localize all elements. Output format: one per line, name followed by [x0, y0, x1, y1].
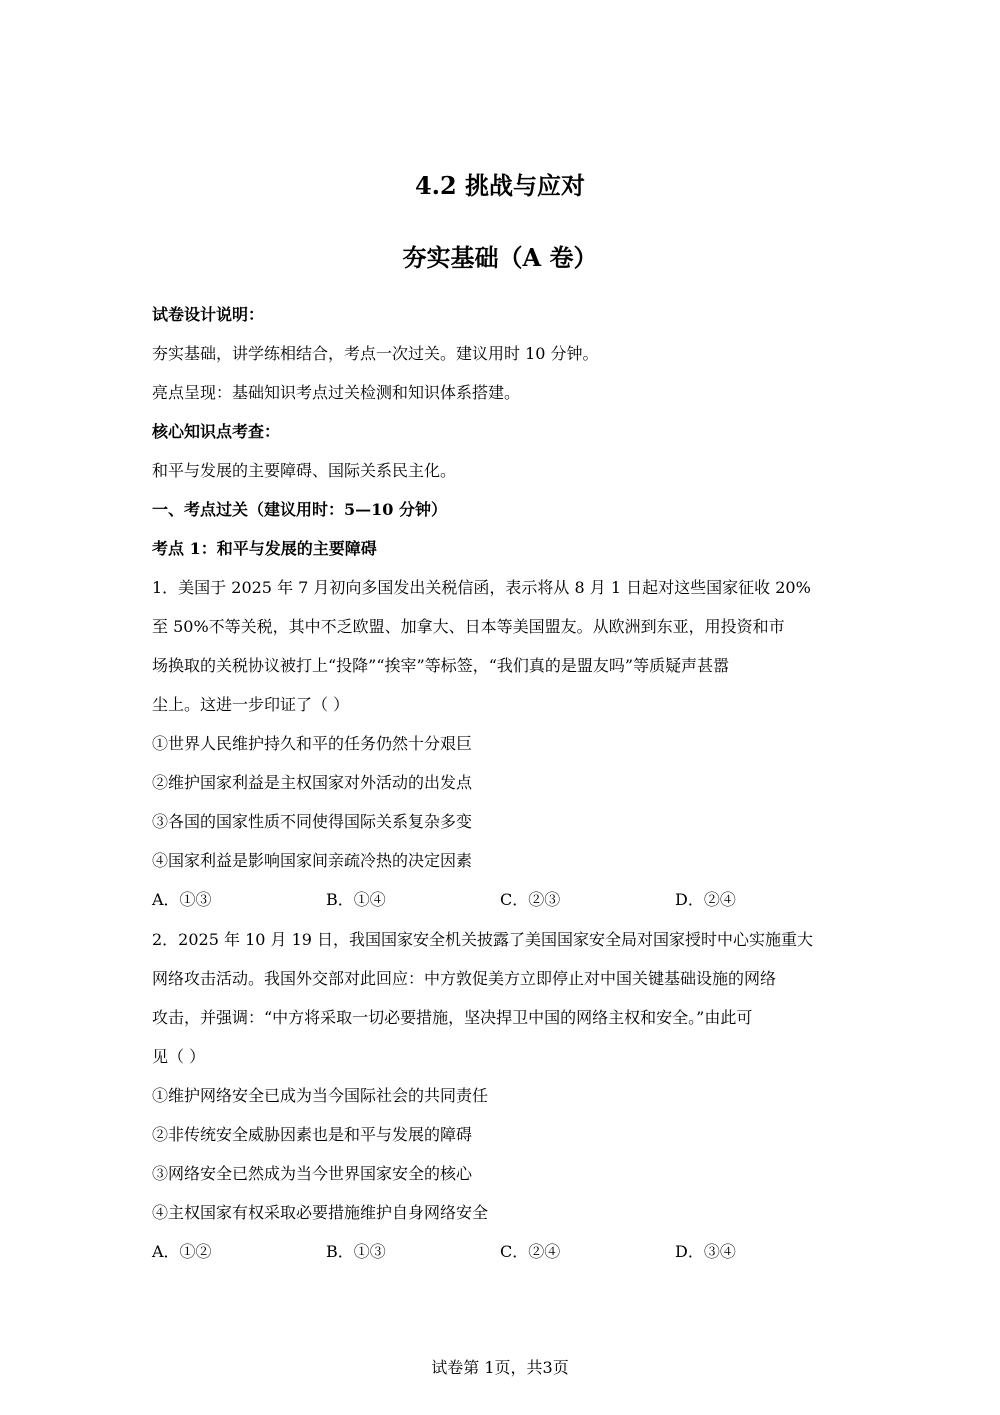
option-d: D．③④ — [675, 1242, 736, 1261]
option-d: D．②④ — [675, 890, 736, 909]
question-2-item: ③网络安全已然成为当今世界国家安全的核心 — [152, 1164, 473, 1183]
question-2-stem-line: 网络攻击活动。我国外交部对此回应：中方敦促美方立即停止对中国关键基础设施的网络 — [152, 969, 777, 988]
option-b: B．①④ — [326, 890, 386, 909]
design-line-2: 亮点呈现：基础知识考点过关检测和知识体系搭建。 — [152, 383, 521, 402]
option-b: B．①③ — [326, 1242, 386, 1261]
question-2-stem-line: 见（ ） — [152, 1047, 206, 1066]
question-1-item: ③各国的国家性质不同使得国际关系复杂多变 — [152, 812, 473, 831]
question-1-item: ①世界人民维护持久和平的任务仍然十分艰巨 — [152, 734, 473, 753]
option-a: A．①③ — [152, 890, 212, 909]
question-1-stem-line: 尘上。这进一步印证了（ ） — [152, 695, 350, 714]
question-2-stem-line: 2．2025 年 10 月 19 日，我国国家安全机关披露了美国国家安全局对国家授时中心实施重大 — [152, 930, 814, 949]
core-heading: 核心知识点考查： — [152, 422, 281, 441]
question-1-item: ②维护国家利益是主权国家对外活动的出发点 — [152, 773, 473, 792]
design-line-1: 夯实基础，讲学练相结合，考点一次过关。建议用时 10 分钟。 — [152, 344, 599, 363]
question-2-item: ④主权国家有权采取必要措施维护自身网络安全 — [152, 1203, 489, 1222]
question-2-item: ①维护网络安全已成为当今国际社会的共同责任 — [152, 1086, 489, 1105]
question-2-stem-line: 攻击，并强调：“中方将采取一切必要措施，坚决捍卫中国的网络主权和安全。”由此可 — [152, 1008, 753, 1027]
question-1-item: ④国家利益是影响国家间亲疏冷热的决定因素 — [152, 851, 473, 870]
option-a: A．①② — [152, 1242, 212, 1261]
document-title: 4.2 挑战与应对 — [414, 171, 586, 200]
page-number: 试卷第 1页，共3页 — [431, 1358, 569, 1377]
core-line: 和平与发展的主要障碍、国际关系民主化。 — [152, 461, 457, 480]
point-heading: 考点 1：和平与发展的主要障碍 — [152, 539, 377, 558]
question-1-stem-line: 至 50%不等关税，其中不乏欧盟、加拿大、日本等美国盟友。从欧洲到东亚，用投资和市 — [152, 617, 785, 636]
option-c: C．②④ — [500, 1242, 561, 1261]
question-1-stem-line: 1．美国于 2025 年 7 月初向多国发出关税信函，表示将从 8 月 1 日起对这些国家征收 20% — [152, 578, 811, 597]
question-2-item: ②非传统安全威胁因素也是和平与发展的障碍 — [152, 1125, 473, 1144]
option-c: C．②③ — [500, 890, 561, 909]
document-subtitle: 夯实基础（A 卷） — [402, 243, 598, 272]
section-heading: 一、考点过关（建议用时：5—10 分钟） — [152, 500, 447, 519]
question-1-stem-line: 场换取的关税协议被打上“投降”“挨宰”等标签，“我们真的是盟友吗”等质疑声甚嚣 — [152, 656, 730, 675]
design-heading: 试卷设计说明： — [152, 305, 265, 324]
